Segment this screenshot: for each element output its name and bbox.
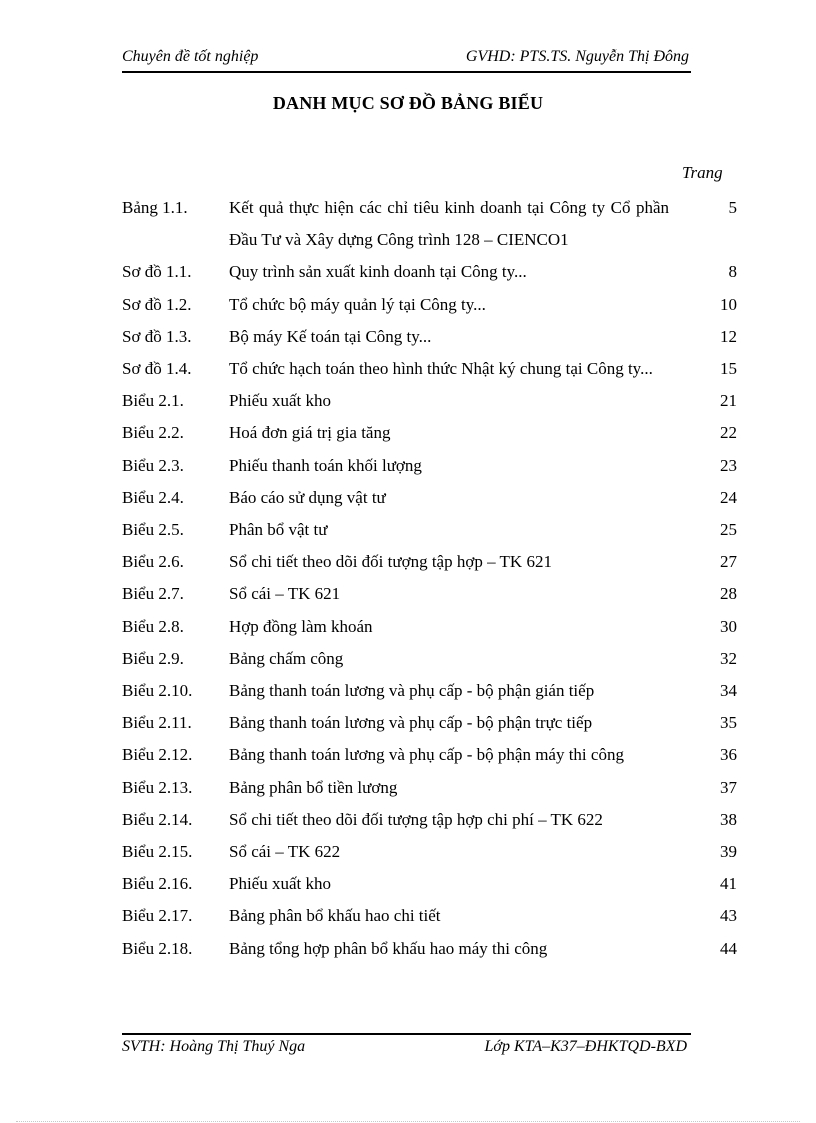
entry-label: Biểu 2.3. <box>122 455 184 475</box>
toc-entry <box>122 289 737 321</box>
entry-page: 23 <box>720 455 737 475</box>
entry-page: 35 <box>720 713 737 733</box>
entry-text: Phân bổ vật tư <box>229 520 328 540</box>
entry-text: Bảng thanh toán lương và phụ cấp - bộ phận gián tiếp <box>229 681 595 701</box>
entry-label: Biểu 2.7. <box>122 584 184 604</box>
toc-entry <box>122 192 737 256</box>
entry-label: Biểu 2.12. <box>122 745 193 765</box>
entry-text: Bảng tổng hợp phân bổ khấu hao máy thi công <box>229 938 548 958</box>
entry-page: 30 <box>720 616 737 636</box>
toc-entry <box>122 900 737 932</box>
footer-divider <box>122 1033 691 1035</box>
entry-label: Biểu 2.18. <box>122 938 193 958</box>
entry-page: 39 <box>720 842 737 862</box>
entry-page: 38 <box>720 809 737 829</box>
entry-text: Tổ chức bộ máy quản lý tại Công ty... <box>229 294 486 314</box>
entry-label: Biểu 2.16. <box>122 874 193 894</box>
footer-right-text: Lớp KTA–K37–ĐHKTQD-BXD <box>484 1038 687 1055</box>
entry-text: Phiếu xuất kho <box>229 874 331 894</box>
entry-text: Bảng phân bổ tiền lương <box>229 777 398 797</box>
entry-text: Hoá đơn giá trị gia tăng <box>229 423 391 443</box>
toc-entry <box>122 482 737 514</box>
entry-text: Kết quả thực hiện các chỉ tiêu kinh doanh tại Công ty Cổ phần Đầu Tư và Xây dựng Công trình 128 – CIENCO1 <box>229 198 669 250</box>
entry-page: 37 <box>720 777 737 797</box>
toc-entry <box>122 450 737 482</box>
toc-entry <box>122 804 737 836</box>
entry-label: Biểu 2.15. <box>122 842 193 862</box>
toc-entry <box>122 772 737 804</box>
toc-entry <box>122 546 737 578</box>
header-right-text: GVHD: PTS.TS. Nguyễn Thị Đông <box>465 48 689 65</box>
footer-left-text: SVTH: Hoàng Thị Thuý Nga <box>122 1038 306 1055</box>
page-header <box>122 48 689 70</box>
entry-page: 41 <box>720 874 737 894</box>
toc-entry <box>122 353 737 385</box>
entry-label: Biểu 2.1. <box>122 391 184 411</box>
toc-entry <box>122 868 737 900</box>
entry-page: 27 <box>720 552 737 572</box>
entry-page: 36 <box>720 745 737 765</box>
toc-entry <box>122 611 737 643</box>
toc-entry <box>122 707 737 739</box>
page-title: DANH MỤC SƠ ĐỒ BẢNG BIỂU <box>272 93 544 113</box>
entry-text: Sổ chi tiết theo dõi đối tượng tập hợp chi phí – TK 622 <box>229 809 603 829</box>
entry-label: Biểu 2.5. <box>122 520 184 540</box>
entry-label: Biểu 2.6. <box>122 552 184 572</box>
entry-text: Sổ chi tiết theo dõi đối tượng tập hợp – TK 621 <box>229 552 552 572</box>
toc-entry <box>122 739 737 771</box>
entry-page: 12 <box>720 326 737 346</box>
page-bottom-edge <box>16 1121 800 1122</box>
table-of-figures <box>122 192 737 965</box>
entry-text: Phiếu thanh toán khối lượng <box>229 455 422 475</box>
entry-label: Sơ đồ 1.1. <box>122 262 192 282</box>
entry-label: Biểu 2.8. <box>122 616 184 636</box>
header-left-text: Chuyên đề tốt nghiệp <box>122 48 259 65</box>
entry-text: Sổ cái – TK 621 <box>229 584 341 604</box>
entry-text: Bảng chấm công <box>229 648 344 668</box>
toc-entry <box>122 385 737 417</box>
toc-entry <box>122 643 737 675</box>
entry-text: Báo cáo sử dụng vật tư <box>229 487 386 507</box>
entry-page: 43 <box>720 906 737 926</box>
page-footer <box>122 1038 687 1060</box>
entry-text: Bảng thanh toán lương và phụ cấp - bộ phận trực tiếp <box>229 713 593 733</box>
entry-label: Sơ đồ 1.4. <box>122 359 192 379</box>
entry-text: Phiếu xuất kho <box>229 391 331 411</box>
entry-label: Biểu 2.9. <box>122 648 184 668</box>
entry-label: Bảng 1.1. <box>122 198 188 217</box>
toc-entry <box>122 578 737 610</box>
entry-page: 24 <box>720 487 737 507</box>
entry-page: 8 <box>728 262 737 282</box>
entry-label: Biểu 2.2. <box>122 423 184 443</box>
entry-label: Biểu 2.4. <box>122 487 184 507</box>
entry-label: Biểu 2.14. <box>122 809 193 829</box>
entry-page: 34 <box>720 681 737 701</box>
entry-page: 28 <box>720 584 737 604</box>
entry-page: 44 <box>720 938 737 958</box>
entry-label: Biểu 2.10. <box>122 681 193 701</box>
entry-text: Quy trình sản xuất kinh doanh tại Công ty... <box>229 262 527 282</box>
entry-page: 32 <box>720 648 737 668</box>
toc-entry <box>122 933 737 965</box>
page-column-label: Trang <box>682 163 723 182</box>
toc-entry <box>122 675 737 707</box>
entry-page: 10 <box>720 294 737 314</box>
toc-entry <box>122 256 737 288</box>
entry-label: Biểu 2.11. <box>122 713 192 733</box>
entry-label: Biểu 2.13. <box>122 777 193 797</box>
entry-label: Biểu 2.17. <box>122 906 193 926</box>
entry-label: Sơ đồ 1.3. <box>122 326 192 346</box>
entry-text: Hợp đồng làm khoán <box>229 616 373 636</box>
entry-page: 25 <box>720 520 737 540</box>
entry-text: Bảng thanh toán lương và phụ cấp - bộ phận máy thi công <box>229 745 624 765</box>
toc-entry <box>122 321 737 353</box>
toc-entry <box>122 836 737 868</box>
toc-entry <box>122 514 737 546</box>
entry-page: 5 <box>728 198 737 217</box>
entry-text: Tổ chức hạch toán theo hình thức Nhật ký chung tại Công ty... <box>229 359 653 379</box>
entry-page: 15 <box>720 359 737 379</box>
entry-text: Bảng phân bổ khấu hao chi tiết <box>229 906 441 926</box>
entry-page: 22 <box>720 423 737 443</box>
header-divider <box>122 71 691 73</box>
toc-entry <box>122 417 737 449</box>
entry-text: Bộ máy Kế toán tại Công ty... <box>229 326 432 346</box>
entry-text: Sổ cái – TK 622 <box>229 842 341 862</box>
entry-page: 21 <box>720 391 737 411</box>
entry-label: Sơ đồ 1.2. <box>122 294 192 314</box>
